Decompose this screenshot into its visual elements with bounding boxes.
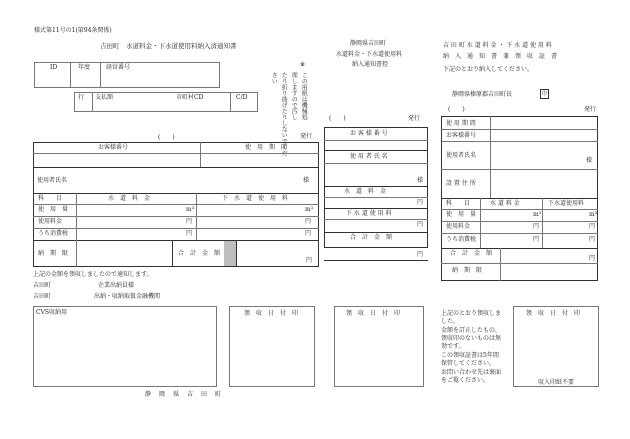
mid-title-2: 水道料金・下水道使用料	[336, 51, 403, 58]
left-total: 合 計 金 額	[178, 250, 221, 257]
mid-issued: 発行	[408, 115, 421, 122]
left-honorific: 様	[303, 177, 310, 184]
right-honorific: 様	[586, 157, 593, 164]
right-unit-m3-s: m³	[589, 211, 598, 218]
left-issued: 発行	[300, 133, 313, 140]
left-unit-yen-s1: 円	[305, 218, 312, 225]
branch-label: 支払額	[95, 94, 114, 101]
right-unit-yen-s1: 円	[589, 223, 596, 230]
left-unit-m3-s: m³	[305, 206, 314, 213]
right-deadline: 納 期 限	[452, 267, 483, 274]
left-stamp-box	[229, 306, 315, 387]
right-period: 使 用 期 間	[446, 120, 476, 127]
mid-stamp-label: 領 収 日 付 印	[346, 310, 401, 317]
right-stamp-box	[513, 306, 599, 387]
right-tax: うち消費税	[446, 236, 477, 243]
cd-label: 市町村CD	[176, 94, 204, 101]
right-unit-yen-s2: 円	[589, 236, 596, 243]
left-accountant: 企業出納員様	[98, 282, 135, 289]
right-customer-no: お客様番号	[446, 132, 477, 139]
right-sewer: 下水道使用料	[548, 200, 585, 207]
right-usage-fee: 使用料金	[446, 223, 471, 230]
right-title-1: 吉 田 町 水 道 料 金 ・ 下 水 道 使 用 料	[443, 42, 552, 49]
left-user-name: 使用者氏名	[37, 177, 68, 184]
left-unit-yen-w2: 円	[186, 230, 193, 237]
right-total-yen: 円	[589, 255, 596, 262]
mid-total-yen: 円	[417, 251, 424, 258]
right-issued: 発行	[584, 106, 597, 113]
left-total-yen: 円	[306, 257, 313, 264]
left-stamp-label: 領 収 日 付 印	[244, 310, 299, 317]
mid-water-yen: 円	[417, 199, 424, 206]
right-note-8: お問い合わせ先は裏面	[441, 369, 502, 376]
mid-customer-no: お 客 様 番 号	[350, 130, 388, 137]
issuer: 静岡県榛原郡吉田町長	[452, 91, 513, 98]
mid-sewer-yen: 円	[417, 221, 424, 228]
right-note-3: 金額を訂正したもの、	[441, 327, 501, 334]
left-water: 水 道 料 金	[108, 195, 151, 202]
right-unit-m3-w: m³	[533, 211, 542, 218]
left-usage-fee: 使用料金	[38, 218, 63, 225]
mid-total: 合 計 金 額	[350, 234, 393, 241]
year-label: 年度	[78, 64, 91, 71]
left-customer-no: お客様番号	[98, 144, 129, 151]
right-unit-yen-w1: 円	[533, 223, 540, 230]
right-unit-yen-w2: 円	[533, 236, 540, 243]
cvs-label: CVS収納用	[36, 309, 68, 316]
left-subject: 科 目	[38, 195, 63, 202]
notice-line3: たり折り曲げたりしないでくだ	[280, 72, 288, 156]
right-stamp-note: 収入印紙不要	[538, 379, 575, 386]
left-tax: うち消費税	[38, 230, 69, 237]
left-sewer: 下 水 道 使 用 料	[222, 195, 289, 202]
right-note-1: 上記のとおり領収しま	[441, 310, 502, 317]
right-stamp-label: 領 収 日 付 印	[526, 310, 581, 317]
mid-honorific: 様	[417, 177, 424, 184]
mid-paren: ( )	[329, 115, 346, 122]
form-number: 様式第11号の1(第94条関係)	[34, 27, 112, 34]
right-user-name: 使用者氏名	[446, 152, 477, 159]
right-paren: ( )	[448, 106, 465, 113]
left-town: 吉田町	[33, 282, 52, 289]
left-unit-m3-w: m³	[186, 206, 195, 213]
right-note-2: した。	[441, 318, 460, 325]
left-period: 使 用 期 間	[245, 144, 288, 151]
left-bank: 出納・収納取扱金融機関	[94, 293, 161, 300]
mid-title-1: 静岡県吉田町	[350, 40, 387, 47]
right-note-6: この領収証書は5年間	[441, 352, 499, 359]
mid-user-name: 使 用 者 氏 名	[350, 153, 388, 160]
right-note-7: 保管してください。	[441, 360, 496, 367]
right-usage: 使 用 量	[446, 211, 477, 218]
row-label: 行	[78, 94, 85, 101]
cvs-box	[33, 306, 217, 387]
left-received: 上記の金額を領収しましたので通知します。	[33, 271, 153, 278]
id-label: ID	[50, 64, 58, 71]
left-total-shade	[224, 241, 236, 266]
right-total: 合 計 金 額	[450, 250, 493, 257]
notice-line4: さい	[270, 72, 278, 84]
left-footer: 静 岡 県 吉 田 町	[145, 391, 223, 398]
notice-line1: この用紙は機械処	[300, 72, 308, 120]
left-deadline: 納 期 限	[38, 250, 69, 257]
right-note-9: をご覧ください。	[441, 377, 490, 384]
account-label: 経営番号	[106, 64, 131, 71]
seal-stamp: 印	[541, 91, 547, 97]
right-subject: 科 目	[446, 200, 471, 207]
left-usage: 使 用 量	[38, 206, 69, 213]
mid-title-3: 納入通知書控	[352, 61, 389, 68]
notice-mark: ※	[300, 61, 306, 68]
notice-line2: 理しますので汚し	[290, 72, 298, 120]
mid-water: 水 道 料 金	[344, 188, 387, 195]
right-water: 水 道 料 金	[490, 200, 520, 207]
right-intro: 下記のとおり納入してください。	[443, 66, 534, 73]
main-title: 吉田町 水道料金・下水道使用料納入済通知書	[100, 42, 237, 50]
right-note-5: 効です。	[441, 343, 465, 350]
right-address: 設 置 住 所	[446, 180, 476, 187]
mid-stamp-box	[334, 306, 424, 387]
left-town2: 吉田町	[33, 293, 52, 300]
right-note-4: 領収印のないものは無	[441, 335, 502, 342]
left-unit-yen-w1: 円	[186, 218, 193, 225]
right-title-2: 納 入 通 知 書 兼 領 収 証 書	[443, 53, 558, 60]
left-unit-yen-s2: 円	[305, 230, 312, 237]
left-paren: ( )	[158, 134, 175, 141]
mid-sewer: 下 水 道 使 用 料	[346, 210, 392, 217]
c-d-label: C/D	[236, 94, 248, 101]
